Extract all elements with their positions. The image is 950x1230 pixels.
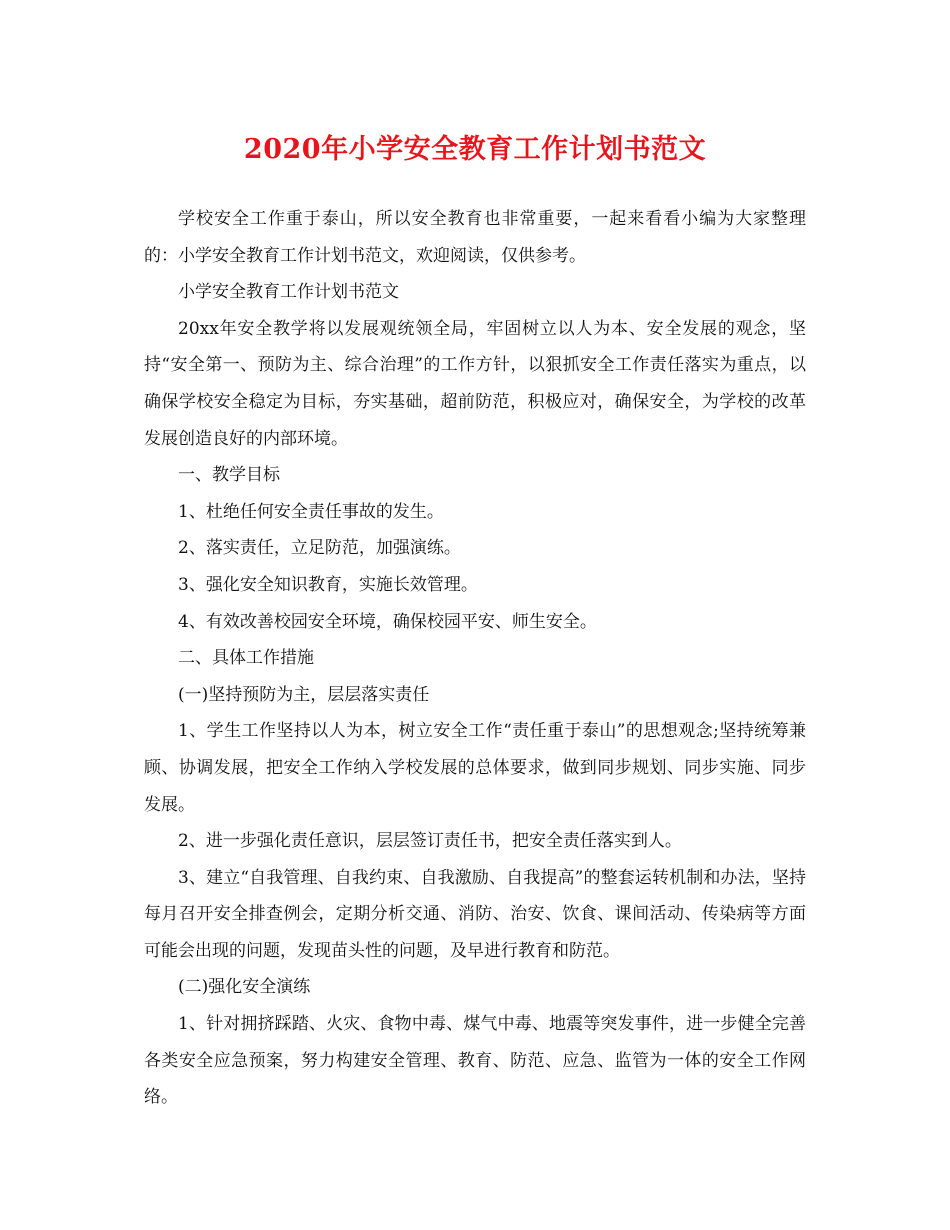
- drill-item-1: 1、针对拥挤踩踏、火灾、食物中毒、煤气中毒、地震等突发事件，进一步健全完善各类安全应急预案，努力构建安全管理、教育、防范、应急、监管为一体的安全工作网络。: [144, 1014, 806, 1108]
- goal-item-2: 2、落实责任，立足防范，加强演练。: [178, 538, 461, 559]
- goal-item-1: 1、杜绝任何安全责任事故的发生。: [178, 501, 444, 522]
- measure-item-2: 2、进一步强化责任意识，层层签订责任书，把安全责任落实到人。: [178, 831, 682, 852]
- subsection-heading-prevention: (一)坚持预防为主，层层落实责任: [178, 684, 430, 705]
- paragraph-intro: 学校安全工作重于泰山，所以安全教育也非常重要，一起来看看小编为大家整理的：小学安全教育工作计划书范文，欢迎阅读，仅供参考。: [144, 209, 806, 266]
- goal-item-4: 4、有效改善校园安全环境，确保校园平安、师生安全。: [178, 611, 597, 632]
- document-title: 2020年小学安全教育工作计划书范文: [243, 134, 707, 165]
- subsection-heading-drills: (二)强化安全演练: [178, 977, 311, 998]
- paragraph-overview: 20xx年安全教学将以发展观统领全局，牢固树立以人为本、安全发展的观念，坚持“安全第一、预防为主、综合治理”的工作方针，以狠抓安全工作责任落实为重点，以确保学校安全稳定为目标，夯实基础，超前防范，积极应对，确保安全，为学校的改革发展创造良好的内部环境。: [144, 318, 806, 449]
- section-heading-measures: 二、具体工作措施: [178, 648, 314, 669]
- measure-item-1: 1、学生工作坚持以人为本，树立安全工作“责任重于泰山”的思想观念;坚持统筹兼顾、协调发展，把安全工作纳入学校发展的总体要求，做到同步规划、同步实施、同步发展。: [144, 721, 806, 815]
- goal-item-3: 3、强化安全知识教育，实施长效管理。: [178, 574, 478, 595]
- paragraph-subtitle: 小学安全教育工作计划书范文: [178, 282, 399, 303]
- section-heading-goals: 一、教学目标: [178, 465, 280, 486]
- document-body: [144, 201, 806, 1116]
- measure-item-3: 3、建立“自我管理、自我约束、自我激励、自我提高”的整套运转机制和办法，坚持每月召开安全排查例会，定期分析交通、消防、治安、饮食、课间活动、传染病等方面可能会出现的问题，发现苗头性的问题，及早进行教育和防范。: [144, 867, 806, 961]
